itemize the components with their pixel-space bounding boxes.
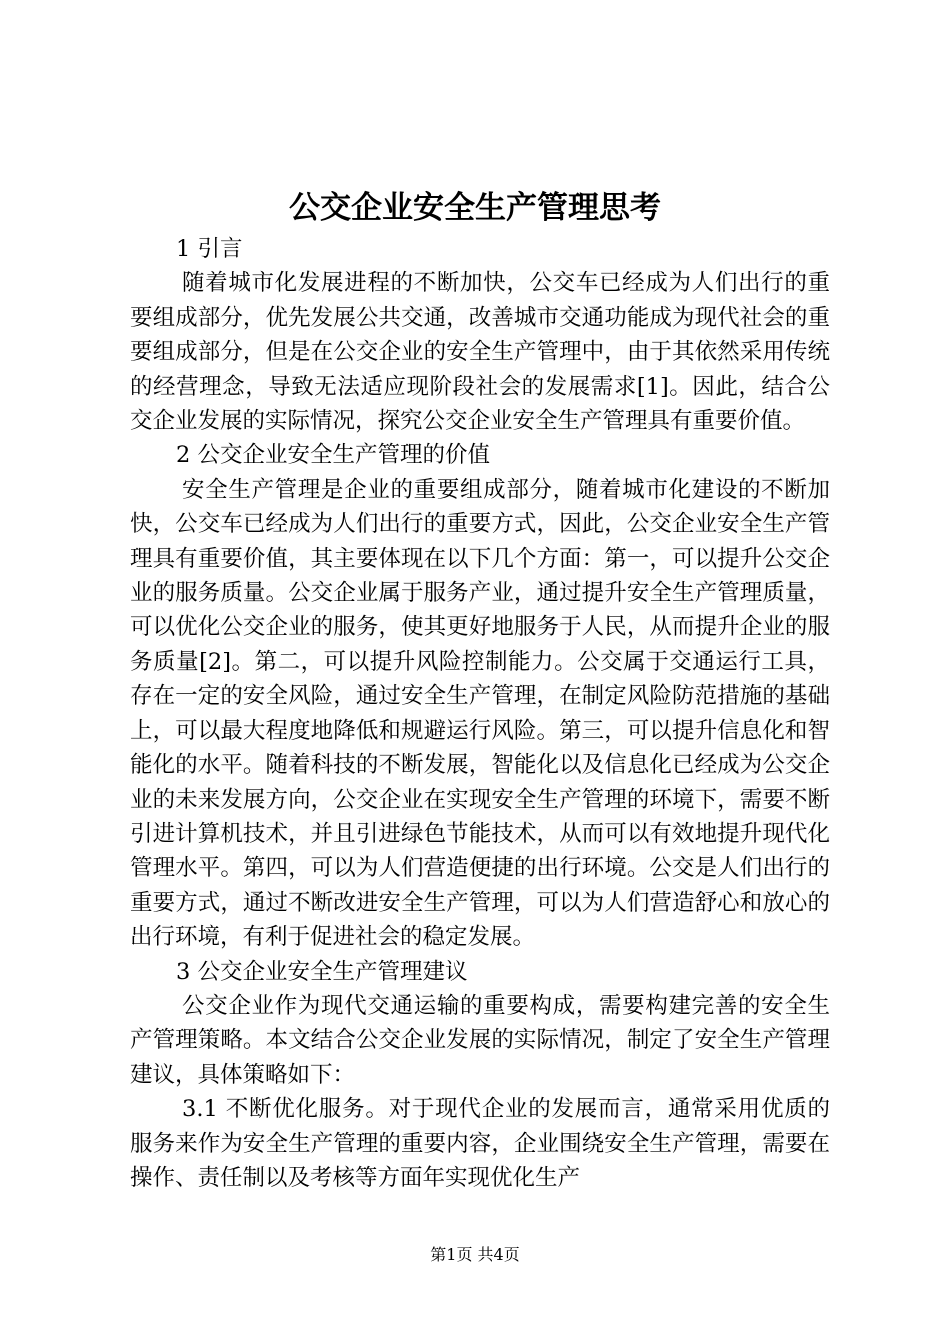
section-heading: 2 公交企业安全生产管理的价值 <box>176 442 490 469</box>
paragraph: 公交企业作为现代交通运输的重要构成，需要构建完善的安全生产管理策略。本文结合公交企业发展的实际情况，制定了安全生产管理建议，具体策略如下： <box>130 992 830 1088</box>
section-suggestions <box>130 955 830 1196</box>
paragraph: 安全生产管理是企业的重要组成部分，随着城市化建设的不断加快，公交车已经成为人们出行的重要方式，因此，公交企业安全生产管理具有重要价值，其主要体现在以下几个方面：第一，可以提升公交企业的服务质量。公交企业属于服务产业，通过提升安全生产管理质量，可以优化公交企业的服务，使其更好地服务于人民，从而提升企业的服务质量[2]。第二，可以提升风险控制能力。公交属于交通运行工具，存在一定的安全风险，通过安全生产管理，在制定风险防范措施的基础上，可以最大程度地降低和规避运行风险。第三，可以提升信息化和智能化的水平。随着科技的不断发展，智能化以及信息化已经成为公交企业的未来发展方向，公交企业在实现安全生产管理的环境下，需要不断引进计算机技术，并且引进绿色节能技术，从而可以有效地提升现代化管理水平。第四，可以为人们营造便捷的出行环境。公交是人们出行的重要方式，通过不断改进安全生产管理，可以为人们营造舒心和放心的出行环境，有利于促进社会的稳定发展。 <box>130 476 830 951</box>
section-introduction <box>130 232 830 438</box>
document-title: 公交企业安全生产管理思考 <box>289 190 661 226</box>
section-heading: 1 引言 <box>176 236 243 262</box>
paragraph: 随着城市化发展进程的不断加快，公交车已经成为人们出行的重要组成部分，优先发展公共交通，改善城市交通功能成为现代社会的重要组成部分，但是在公交企业的安全生产管理中，由于其依然采用传统的经营理念，导致无法适应现阶段社会的发展需求[1]。因此，结合公交企业发展的实际情况，探究公交企业安全生产管理具有重要价值。 <box>130 270 830 435</box>
page-footer: 第1页 共4页 <box>430 1245 520 1264</box>
section-heading: 3 公交企业安全生产管理建议 <box>176 958 468 985</box>
paragraph: 3.1 不断优化服务。对于现代企业的发展而言，通常采用优质的服务来作为安全生产管理的重要内容，企业围绕安全生产管理，需要在操作、责任制以及考核等方面年实现优化生产 <box>130 1096 830 1191</box>
document-body <box>130 232 830 1195</box>
section-value <box>130 438 830 954</box>
